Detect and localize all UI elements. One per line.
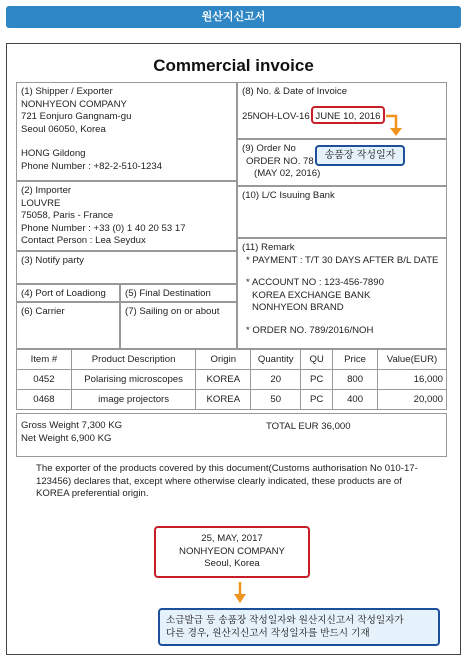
document-header-bar xyxy=(6,6,461,28)
lc-bank-cell xyxy=(237,186,447,238)
carrier-cell xyxy=(16,302,120,349)
item-price: 800 xyxy=(333,370,378,390)
col-header-value: Value(EUR) xyxy=(378,350,447,370)
declaration-date-callout xyxy=(158,608,440,646)
net-weight: Net Weight 6,900 KG xyxy=(21,432,112,444)
item-quantity: 20 xyxy=(251,370,301,390)
invoice-date-callout xyxy=(315,145,405,166)
document-header-title: 원산지신고서 xyxy=(201,10,266,23)
items-table-header-row xyxy=(17,350,447,370)
shipper-contact: HONG Gildong xyxy=(21,148,86,159)
importer-contact: Contact Person : Lea Seydux xyxy=(21,235,146,246)
invoice-date-highlight xyxy=(311,106,385,124)
importer-label: (2) Importer xyxy=(21,185,72,196)
item-description: image projectors xyxy=(71,390,196,410)
item-origin: KOREA xyxy=(196,390,251,410)
shipper-phone: Phone Number : +82-2-510-1234 xyxy=(21,160,163,172)
order-date: (MAY 02, 2016) xyxy=(254,168,321,179)
item-value: 16,000 xyxy=(378,370,447,390)
sailing-label: (7) Sailing on or about xyxy=(125,306,220,317)
weights-cell xyxy=(16,413,447,457)
final-destination-cell xyxy=(120,284,237,302)
item-number: 0468 xyxy=(17,390,72,410)
lc-bank-label: (10) L/C Isuuing Bank xyxy=(242,190,335,201)
importer-address: 75058, Paris - France xyxy=(21,210,114,221)
shipper-address-1: 721 Eonjuro Gangnam-gu xyxy=(21,111,132,122)
item-number: 0452 xyxy=(17,370,72,390)
remark-bank: KOREA EXCHANGE BANK xyxy=(252,289,371,301)
port-label: (4) Port of Loadiong xyxy=(21,288,106,299)
signature-block xyxy=(154,533,310,571)
item-qu: PC xyxy=(301,390,333,410)
invoice-date-callout-text: 송품장 작성일자 xyxy=(324,150,396,161)
remark-label: (11) Remark xyxy=(242,242,295,253)
shipper-label: (1) Shipper / Exporter xyxy=(21,86,113,97)
importer-name: LOUVRE xyxy=(21,197,61,209)
notify-cell xyxy=(16,251,237,284)
col-header-qu: QU xyxy=(301,350,333,370)
invoice-no-label: (8) No. & Date of Invoice xyxy=(242,86,348,97)
total-amount: TOTAL EUR 36,000 xyxy=(266,421,351,432)
importer-phone: Phone Number : +33 (0) 1 40 20 53 17 xyxy=(21,222,186,234)
carrier-label: (6) Carrier xyxy=(21,306,65,317)
remark-cell xyxy=(237,238,447,349)
port-cell xyxy=(16,284,120,302)
remark-order-ref: * ORDER NO. 789/2016/NOH xyxy=(246,324,374,336)
order-number: ORDER NO. 78 xyxy=(246,155,314,167)
remark-brand: NONHYEON BRAND xyxy=(252,302,344,313)
invoice-number: 25NOH-LOV-16 xyxy=(242,110,310,122)
gross-weight: Gross Weight 7,300 KG xyxy=(21,420,123,431)
item-qu: PC xyxy=(301,370,333,390)
arrow-down-icon xyxy=(230,582,250,606)
signature-date: 25, MAY, 2017 xyxy=(201,533,263,544)
declaration-callout-line-2: 다른 경우, 원산지신고서 작성일자를 반드시 기재 xyxy=(166,628,370,639)
origin-declaration: The exporter of the products covered by this document(Customs authorisation No 010-17-123456) declares that, except where otherwise clearly indicated, these products are of KOREA preferential origin. xyxy=(36,463,418,499)
item-value: 20,000 xyxy=(378,390,447,410)
remark-payment: * PAYMENT : T/T 30 DAYS AFTER B/L DATE xyxy=(246,254,439,266)
invoice-date: JUNE 10, 2016 xyxy=(315,110,381,122)
item-price: 400 xyxy=(333,390,378,410)
shipper-name: NONHYEON COMPANY xyxy=(21,98,127,110)
col-header-description: Product Description xyxy=(71,350,196,370)
item-quantity: 50 xyxy=(251,390,301,410)
invoice-title: Commercial invoice xyxy=(153,56,314,75)
sailing-cell xyxy=(120,302,237,349)
shipper-address-2: Seoul 06050, Korea xyxy=(21,123,106,135)
col-header-quantity: Quantity xyxy=(251,350,301,370)
item-description: Polarising microscopes xyxy=(71,370,196,390)
declaration-callout-line-1: 소급발급 등 송품장 작성일자와 원산지신고서 작성일자가 xyxy=(166,615,404,626)
col-header-origin: Origin xyxy=(196,350,251,370)
items-table xyxy=(16,349,447,410)
arrow-down-icon xyxy=(386,113,406,139)
importer-cell xyxy=(16,181,237,251)
col-header-price: Price xyxy=(333,350,378,370)
final-destination-label: (5) Final Destination xyxy=(125,288,211,299)
table-row xyxy=(17,390,447,410)
shipper-cell xyxy=(16,82,237,181)
table-row xyxy=(17,370,447,390)
signature-company: NONHYEON COMPANY xyxy=(179,545,285,557)
signature-place: Seoul, Korea xyxy=(204,558,260,569)
order-no-label: (9) Order No xyxy=(242,143,296,154)
col-header-item: Item # xyxy=(17,350,72,370)
notify-label: (3) Notify party xyxy=(21,255,84,266)
remark-account: * ACCOUNT NO : 123-456-7890 xyxy=(246,277,384,288)
item-origin: KOREA xyxy=(196,370,251,390)
